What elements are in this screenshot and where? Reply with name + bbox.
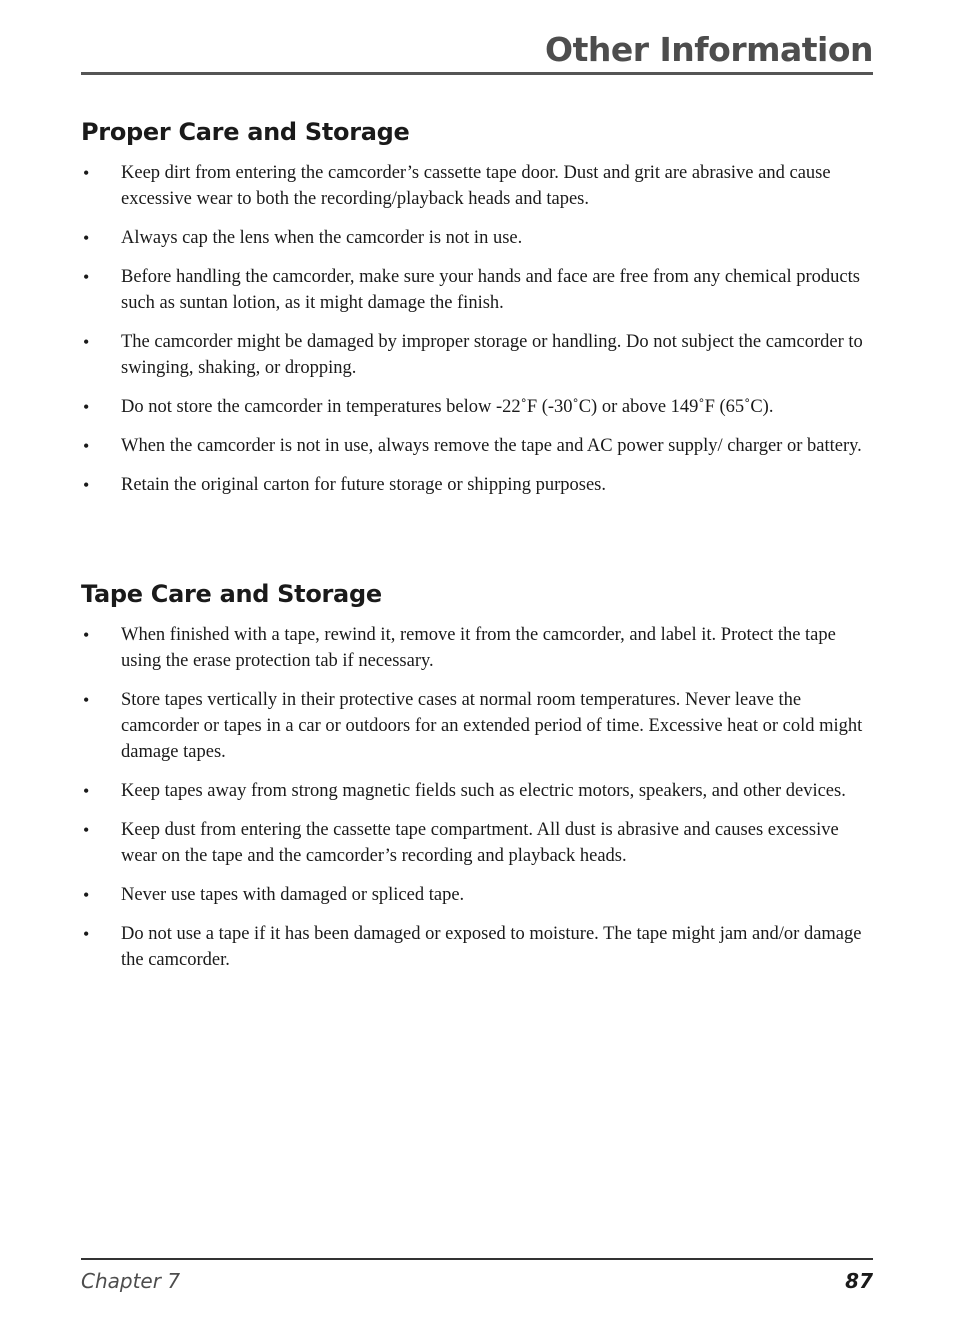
bullet-icon: •	[83, 781, 90, 801]
header-divider	[81, 72, 873, 75]
bullet-icon: •	[83, 332, 90, 352]
list-item	[81, 687, 873, 765]
list-item-text: Always cap the lens when the camcorder is not in use.	[121, 228, 523, 248]
list-item-text: Before handling the camcorder, make sure your hands and face are free from any chemical products such as suntan lotion, as it might damage the finish.	[121, 267, 860, 313]
list-item	[81, 225, 873, 251]
list-item	[81, 394, 873, 420]
bullet-icon: •	[83, 475, 90, 495]
list-item-text: Store tapes vertically in their protective cases at normal room temperatures. Never leave the camcorder or tapes in a car or outdoors for an extended period of time. Excessive heat or cold might damage tapes.	[121, 690, 863, 762]
bullet-icon: •	[83, 267, 90, 287]
list-item-text: Do not use a tape if it has been damaged or exposed to moisture. The tape might jam and/or damage the camcorder.	[121, 924, 862, 970]
list-item	[81, 472, 873, 498]
footer-chapter-label: Chapter 7	[81, 1269, 181, 1293]
list-item-text: Keep tapes away from strong magnetic fields such as electric motors, speakers, and other devices.	[121, 781, 846, 801]
bullet-icon: •	[83, 924, 90, 944]
list-item-text: Never use tapes with damaged or spliced tape.	[121, 885, 465, 905]
footer-divider	[81, 1258, 873, 1260]
list-item-text: Keep dirt from entering the camcorder’s cassette tape door. Dust and grit are abrasive and cause excessive wear to both the recording/playback heads and tapes.	[121, 163, 831, 209]
list-item	[81, 622, 873, 674]
bullet-icon: •	[83, 690, 90, 710]
page-header-title: Other Information	[545, 30, 873, 69]
bullet-list-proper-care	[81, 160, 873, 511]
list-item-text: Keep dust from entering the cassette tape compartment. All dust is abrasive and causes excessive wear on the tape and the camcorder’s recording and playback heads.	[121, 820, 839, 866]
list-item-text: When the camcorder is not in use, always remove the tape and AC power supply/ charger or battery.	[121, 436, 862, 456]
bullet-icon: •	[83, 885, 90, 905]
list-item	[81, 778, 873, 804]
list-item	[81, 264, 873, 316]
bullet-icon: •	[83, 397, 90, 417]
list-item	[81, 882, 873, 908]
list-item	[81, 433, 873, 459]
bullet-icon: •	[83, 228, 90, 248]
list-item	[81, 921, 873, 973]
bullet-list-tape-care	[81, 622, 873, 986]
list-item	[81, 329, 873, 381]
section-heading-proper-care: Proper Care and Storage	[81, 118, 410, 146]
list-item-text: Retain the original carton for future storage or shipping purposes.	[121, 475, 606, 495]
list-item-text: When finished with a tape, rewind it, remove it from the camcorder, and label it. Protect the tape using the erase protection tab if necessary.	[121, 625, 836, 671]
bullet-icon: •	[83, 436, 90, 456]
list-item	[81, 160, 873, 212]
list-item-text: Do not store the camcorder in temperatures below -22˚F (-30˚C) or above 149˚F (65˚C).	[121, 397, 774, 417]
bullet-icon: •	[83, 625, 90, 645]
bullet-icon: •	[83, 820, 90, 840]
list-item-text: The camcorder might be damaged by improper storage or handling. Do not subject the camcorder to swinging, shaking, or dropping.	[121, 332, 863, 378]
section-heading-tape-care: Tape Care and Storage	[81, 580, 382, 608]
list-item	[81, 817, 873, 869]
footer-page-number: 87	[845, 1269, 873, 1293]
bullet-icon: •	[83, 163, 90, 183]
